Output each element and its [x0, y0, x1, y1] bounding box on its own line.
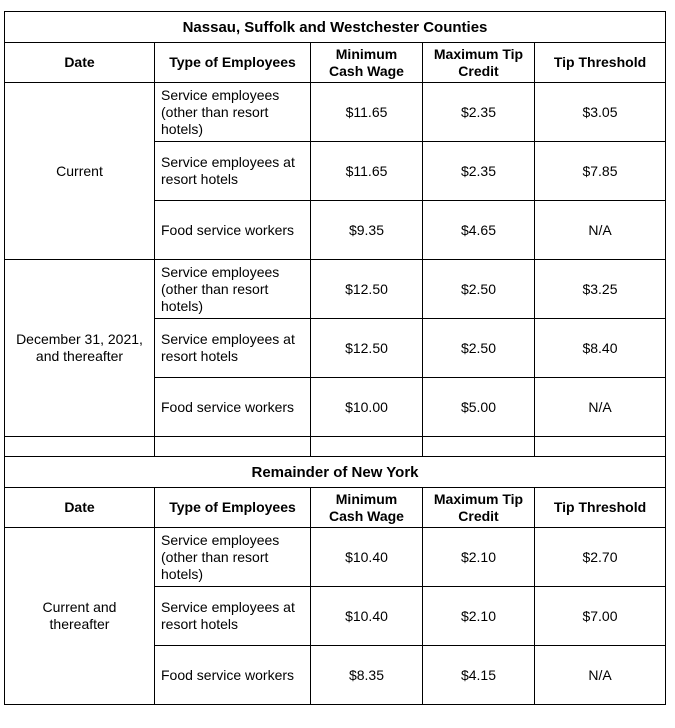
- tip-credit-cell: $2.10: [423, 528, 535, 587]
- header-date: Date: [5, 488, 155, 528]
- table-row: [5, 83, 666, 142]
- header-min-wage: Minimum Cash Wage: [311, 43, 423, 83]
- min-wage-cell: $9.35: [311, 201, 423, 260]
- header-row: [5, 488, 666, 528]
- header-row: [5, 43, 666, 83]
- employee-type-cell: Service employees at resort hotels: [155, 587, 311, 646]
- empty-cell: [423, 437, 535, 457]
- min-wage-cell: $10.40: [311, 587, 423, 646]
- tip-credit-cell: $2.10: [423, 587, 535, 646]
- header-type: Type of Employees: [155, 488, 311, 528]
- min-wage-cell: $12.50: [311, 260, 423, 319]
- employee-type-cell: Service employees (other than resort hotels): [155, 528, 311, 587]
- table-row: [5, 260, 666, 319]
- header-tip-credit: Maximum Tip Credit: [423, 488, 535, 528]
- header-tip-credit: Maximum Tip Credit: [423, 43, 535, 83]
- tip-credit-cell: $4.65: [423, 201, 535, 260]
- employee-type-cell: Service employees at resort hotels: [155, 142, 311, 201]
- employee-type-cell: Food service workers: [155, 201, 311, 260]
- tip-threshold-cell: $7.00: [535, 587, 666, 646]
- tip-threshold-cell: N/A: [535, 646, 666, 705]
- tip-credit-cell: $2.50: [423, 319, 535, 378]
- min-wage-cell: $11.65: [311, 83, 423, 142]
- section-title: Nassau, Suffolk and Westchester Counties: [5, 12, 666, 43]
- employee-type-cell: Service employees (other than resort hotels): [155, 83, 311, 142]
- header-min-wage: Minimum Cash Wage: [311, 488, 423, 528]
- section-title-row: [5, 457, 666, 488]
- tip-threshold-cell: $8.40: [535, 319, 666, 378]
- table-row: [5, 528, 666, 587]
- tip-threshold-cell: $7.85: [535, 142, 666, 201]
- tip-credit-cell: $2.35: [423, 83, 535, 142]
- date-cell: Current: [5, 83, 155, 260]
- section-title: Remainder of New York: [5, 457, 666, 488]
- min-wage-cell: $11.65: [311, 142, 423, 201]
- tip-threshold-cell: $3.25: [535, 260, 666, 319]
- min-wage-cell: $8.35: [311, 646, 423, 705]
- tip-threshold-cell: $2.70: [535, 528, 666, 587]
- tip-threshold-cell: N/A: [535, 201, 666, 260]
- empty-cell: [155, 437, 311, 457]
- tip-threshold-cell: N/A: [535, 378, 666, 437]
- tip-threshold-cell: $3.05: [535, 83, 666, 142]
- min-wage-cell: $10.00: [311, 378, 423, 437]
- employee-type-cell: Food service workers: [155, 378, 311, 437]
- tip-credit-cell: $5.00: [423, 378, 535, 437]
- header-type: Type of Employees: [155, 43, 311, 83]
- empty-cell: [5, 437, 155, 457]
- employee-type-cell: Service employees at resort hotels: [155, 319, 311, 378]
- date-cell: December 31, 2021, and thereafter: [5, 260, 155, 437]
- employee-type-cell: Service employees (other than resort hotels): [155, 260, 311, 319]
- tip-credit-cell: $2.35: [423, 142, 535, 201]
- min-wage-cell: $10.40: [311, 528, 423, 587]
- header-tip-threshold: Tip Threshold: [535, 43, 666, 83]
- empty-cell: [535, 437, 666, 457]
- employee-type-cell: Food service workers: [155, 646, 311, 705]
- tip-credit-cell: $2.50: [423, 260, 535, 319]
- header-tip-threshold: Tip Threshold: [535, 488, 666, 528]
- date-cell: Current and thereafter: [5, 528, 155, 705]
- wage-table: [4, 11, 666, 705]
- header-date: Date: [5, 43, 155, 83]
- min-wage-cell: $12.50: [311, 319, 423, 378]
- section-title-row: [5, 12, 666, 43]
- empty-row: [5, 437, 666, 457]
- empty-cell: [311, 437, 423, 457]
- tip-credit-cell: $4.15: [423, 646, 535, 705]
